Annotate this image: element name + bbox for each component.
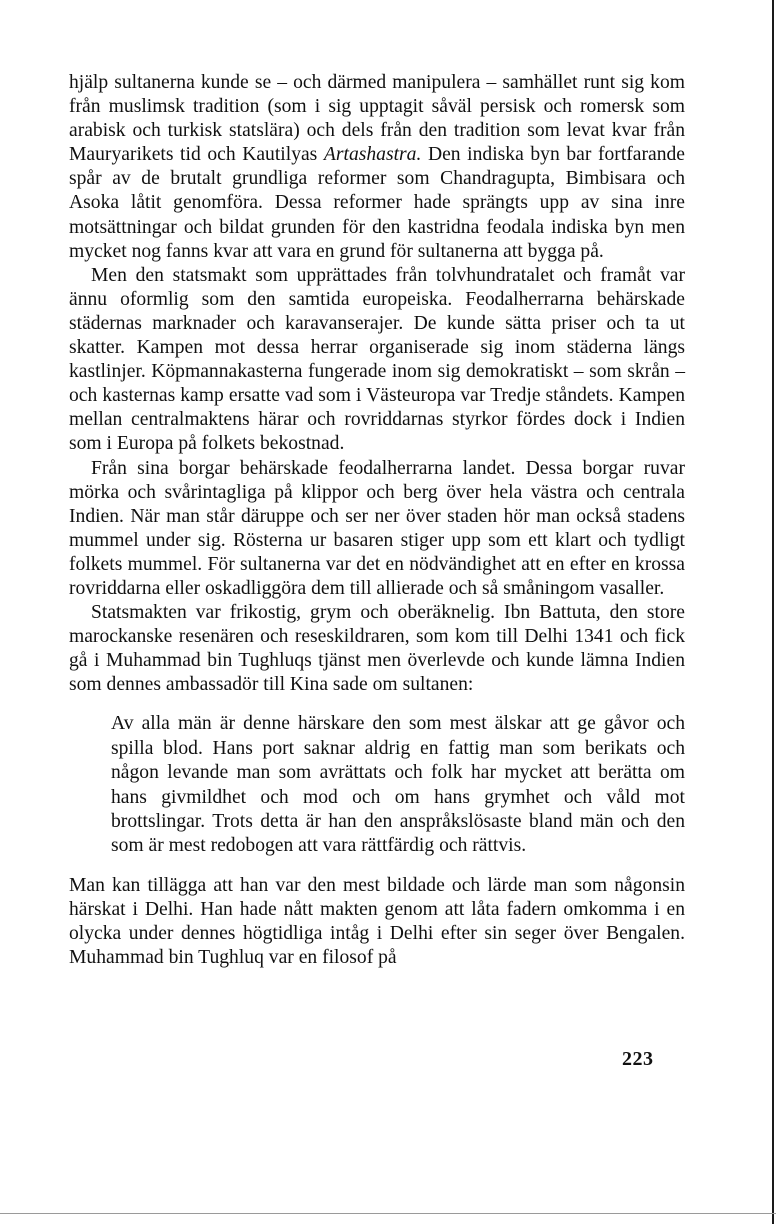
book-title-italic: Artashastra.: [323, 144, 422, 166]
closing-paragraph: Man kan tillägga att han var den mest bildade och lärde man som någonsin härskat i Delhi. Han hade nått makten genom att låta fadern omkomma i en olycka under dennes högtidliga intåg i Delhi efter sin seger över Bengalen. Muhammad bin Tughluq var en filosof på: [69, 874, 685, 969]
paragraph-1-start: hjälp sultanerna kunde se – och därmed manipulera – samhället runt sig kom från muslimsk tradition (som i sig upptagit såväl persisk och romersk som arabisk och turkisk statslära) och dels från den tradition som levat kvar från Mauryarikets tid och Kautilyas: [69, 72, 685, 166]
block-quote: [111, 712, 685, 858]
page-bottom-edge: [0, 1213, 776, 1214]
page-edge: [772, 0, 774, 1224]
paragraph-4: Statsmakten var frikostig, grym och oberäknelig. Ibn Battuta, den store marockanske resenären och reseskildraren, som kom till Delhi 1341 och fick gå i Muhammad bin Tughluqs tjänst men överlevde och kunde lämna Indien som dennes ambassadör till Kina sade om sultanen:: [69, 602, 685, 696]
paragraph-2: Men den statsmakt som upprättades från tolvhundratalet och framåt var ännu oformlig som den samtida europeiska. Feodalherrarna behärskade städernas marknader och karavanserajer. De kunde sätta priser och ta ut skatter. Kampen mot dessa herrar organiserade sig inom städerna längs kastlinjer. Köpmannakasterna fungerade inom sig demokratiskt – som skrån – och kasternas kamp ersatte vad som i Västeuropa var Tredje ståndets. Kampen mellan centralmaktens härar och rovriddarnas styrkor fördes dock i Indien som i Europa på folkets bekostnad.: [69, 264, 685, 455]
paragraph-3: Från sina borgar behärskade feodalherrarna landet. Dessa borgar ruvar mörka och svårintagliga på klippor och berg över hela västra och centrala Indien. När man står däruppe och ser ner över staden hör man också stadens mummel under sig. Rösterna ur basaren stiger upp som ett klart och tydligt folkets mummel. För sultanerna var det en nödvändighet att en efter en krossa rovriddarna eller oskadliggöra dem till allierade och så småningom vasaller.: [69, 457, 685, 599]
paragraph-1-end: Den indiska byn bar fortfarande spår av de brutalt grundliga reformer som Chandragupta, Bimbisara och Asoka låtit genomföra. Dessa reformer hade sprängts upp av sina inre motsättningar och bildat grunden för den kastridna feodala indiska byn men mycket nog fanns kvar att vara en grund för sultanerna att bygga på.: [69, 144, 685, 262]
body-text: [69, 71, 685, 970]
page-number: 223: [622, 1048, 654, 1070]
quote-text: Av alla män är denne härskare den som mest älskar att ge gåvor och spilla blod. Hans port saknar aldrig en fattig man som berikats och någon levande man som avrättats och folk har mycket att berätta om hans givmildhet och mod och om hans grymhet och våld mot brottslingar. Trots detta är han den anspråkslösaste bland män och den som är mest redobogen att vara rättfärdig och rättvis.: [111, 713, 685, 857]
paragraph-1: [69, 71, 685, 264]
